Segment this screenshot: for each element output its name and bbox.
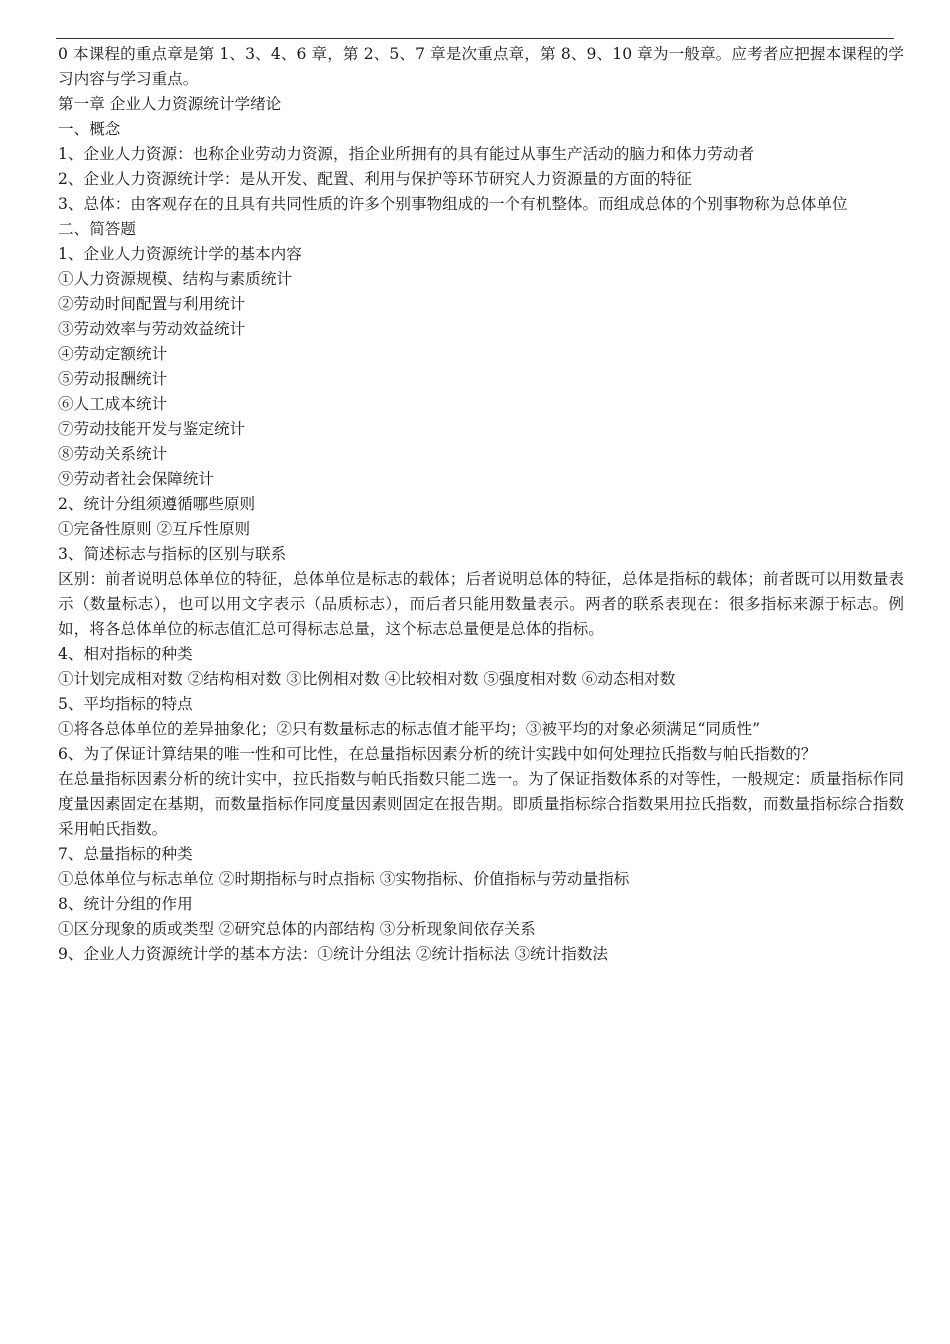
list-item: ①人力资源规模、结构与素质统计 <box>58 270 292 288</box>
question-title: 4、相对指标的种类 <box>58 645 193 663</box>
question-title: 7、总量指标的种类 <box>58 845 193 863</box>
answer-text: 在总量指标因素分析的统计实中，拉氏指数与帕氏指数只能二选一。为了保证指数体系的对等性，一般规定：质量指标作同度量因素固定在基期，而数量指标作同度量因素则固定在报告期。即质量指标综合指数果用拉氏指数，而数量指标综合指数采用帕氏指数。 <box>58 770 904 838</box>
concept-item: 1、企业人力资源：也称企业劳动力资源，指企业所拥有的具有能过从事生产活动的脑力和体力劳动者 <box>58 145 755 163</box>
list-item: ⑨劳动者社会保障统计 <box>58 470 214 488</box>
answer-text: ①总体单位与标志单位 ②时期指标与时点指标 ③实物指标、价值指标与劳动量指标 <box>58 870 630 888</box>
header-rule <box>56 38 894 39</box>
question-title: 5、平均指标的特点 <box>58 695 193 713</box>
list-item: ④劳动定额统计 <box>58 345 168 363</box>
question-title: 6、为了保证计算结果的唯一性和可比性，在总量指标因素分析的统计实践中如何处理拉氏指数与帕氏指数的？ <box>58 745 817 763</box>
list-item: ③劳动效率与劳动效益统计 <box>58 320 246 338</box>
concept-item: 3、总体：由客观存在的且具有共同性质的许多个别事物组成的一个有机整体。而组成总体的个别事物称为总体单位 <box>58 195 848 213</box>
answer-text: ①计划完成相对数 ②结构相对数 ③比例相对数 ④比较相对数 ⑤强度相对数 ⑥动态相对数 <box>58 670 676 688</box>
chapter-title: 第一章 企业人力资源统计学绪论 <box>58 95 282 113</box>
list-item: ⑦劳动技能开发与鉴定统计 <box>58 420 246 438</box>
section-title-questions: 二、简答题 <box>58 220 136 238</box>
section-title-concepts: 一、概念 <box>58 120 121 138</box>
question-title: 1、企业人力资源统计学的基本内容 <box>58 245 302 263</box>
answer-text: ①将各总体单位的差异抽象化；②只有数量标志的标志值才能平均；③被平均的对象必须满足“同质性” <box>58 720 761 738</box>
question-title: 3、简述标志与指标的区别与联系 <box>58 545 287 563</box>
list-item: ⑤劳动报酬统计 <box>58 370 168 388</box>
answer-text: 区别：前者说明总体单位的特征，总体单位是标志的载体；后者说明总体的特征，总体是指标的载体；前者既可以用数量表示（数量标志），也可以用文字表示（品质标志），而后者只能用数量表示。两者的联系表现在：很多指标来源于标志。例如，将各总体单位的标志值汇总可得标志总量，这个标志总量便是总体的指标。 <box>58 570 904 638</box>
question-line: 9、企业人力资源统计学的基本方法：①统计分组法 ②统计指标法 ③统计指数法 <box>58 945 609 963</box>
question-title: 8、统计分组的作用 <box>58 895 193 913</box>
answer-text: ①区分现象的质或类型 ②研究总体的内部结构 ③分析现象间依存关系 <box>58 920 536 938</box>
intro-paragraph: 0 本课程的重点章是第 1、3、4、6 章，第 2、5、7 章是次重点章，第 8、9、10 章为一般章。应考者应把握本课程的学习内容与学习重点。 <box>58 45 904 88</box>
document-body <box>58 42 904 967</box>
answer-text: ①完备性原则 ②互斥性原则 <box>58 520 251 538</box>
list-item: ⑧劳动关系统计 <box>58 445 168 463</box>
list-item: ⑥人工成本统计 <box>58 395 168 413</box>
list-item: ②劳动时间配置与利用统计 <box>58 295 246 313</box>
question-title: 2、统计分组须遵循哪些原则 <box>58 495 256 513</box>
concept-item: 2、企业人力资源统计学：是从开发、配置、利用与保护等环节研究人力资源量的方面的特征 <box>58 170 692 188</box>
